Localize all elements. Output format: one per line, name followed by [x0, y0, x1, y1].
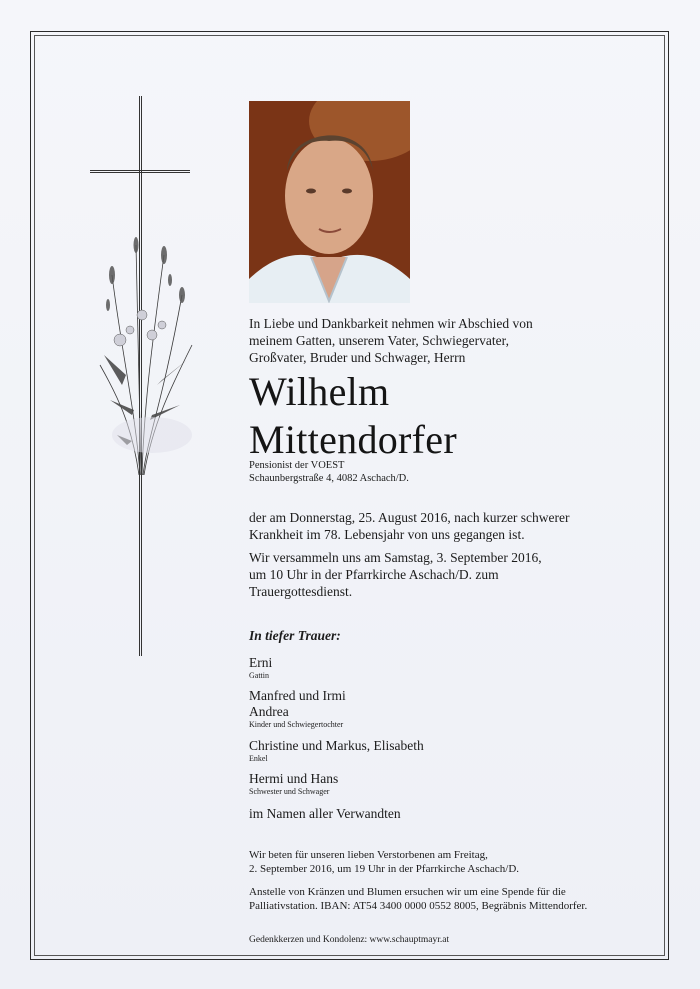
mourner-relation: Enkel: [249, 754, 268, 763]
mourner-block: [249, 655, 272, 681]
intro-line: meinem Gatten, unserem Vater, Schwiegervater,: [249, 333, 509, 348]
closing-line: im Namen aller Verwandten: [249, 806, 401, 821]
mourner-block: [249, 738, 424, 764]
service-notice: [249, 549, 542, 600]
prayer-line: 2. September 2016, um 19 Uhr in der Pfarrkirche Aschach/D.: [249, 863, 520, 875]
service-line: um 10 Uhr in der Pfarrkirche Aschach/D. zum: [249, 567, 499, 582]
mourner-name: Andrea: [249, 704, 289, 719]
death-notice: [249, 509, 570, 543]
contact-line: Gedenkkerzen und Kondolenz: www.schauptmayr.at: [249, 935, 450, 945]
intro-line: Großvater, Bruder und Schwager, Herrn: [249, 350, 466, 365]
occupation: Pensionist der VOEST: [249, 460, 345, 471]
donation-line: Palliativstation. IBAN: AT54 3400 0000 0552 8005, Begräbnis Mittendorfer.: [249, 900, 588, 912]
mourner-relation: Gattin: [249, 671, 269, 680]
mourner-relation: Kinder und Schwiegertochter: [249, 720, 344, 729]
donation-line: Anstelle von Kränzen und Blumen ersuchen wir um eine Spende für die: [249, 886, 566, 898]
flower-bouquet-icon: [92, 235, 202, 475]
intro-line: In Liebe und Dankbarkeit nehmen wir Abschied von: [249, 316, 533, 331]
death-line: der am Donnerstag, 25. August 2016, nach kurzer schwerer: [249, 510, 570, 525]
address: Schaunbergstraße 4, 4082 Aschach/D.: [249, 473, 409, 484]
mourner-name: Manfred und Irmi: [249, 688, 346, 703]
mourner-block: [249, 688, 346, 730]
mourner-block: [249, 771, 338, 797]
deceased-first-name: Wilhelm: [249, 369, 390, 414]
mourner-name: Erni: [249, 655, 273, 670]
service-line: Wir versammeln uns am Samstag, 3. September 2016,: [249, 550, 542, 565]
mourning-heading: In tiefer Trauer:: [249, 628, 341, 643]
prayer-notice: [249, 848, 519, 876]
deceased-last-name: Mittendorfer: [249, 417, 457, 462]
prayer-line: Wir beten für unseren lieben Verstorbenen am Freitag,: [249, 849, 488, 861]
mourner-name: Hermi und Hans: [249, 771, 339, 786]
death-line: Krankheit im 78. Lebensjahr von uns gegangen ist.: [249, 527, 525, 542]
service-line: Trauergottesdienst.: [249, 584, 353, 599]
cross-horizontal-beam: [90, 170, 190, 173]
donation-notice: [249, 885, 587, 913]
portrait-photo: [249, 101, 410, 303]
mourner-relation: Schwester und Schwager: [249, 787, 330, 796]
mourner-name: Christine und Markus, Elisabeth: [249, 738, 424, 753]
intro-text: [249, 315, 533, 366]
